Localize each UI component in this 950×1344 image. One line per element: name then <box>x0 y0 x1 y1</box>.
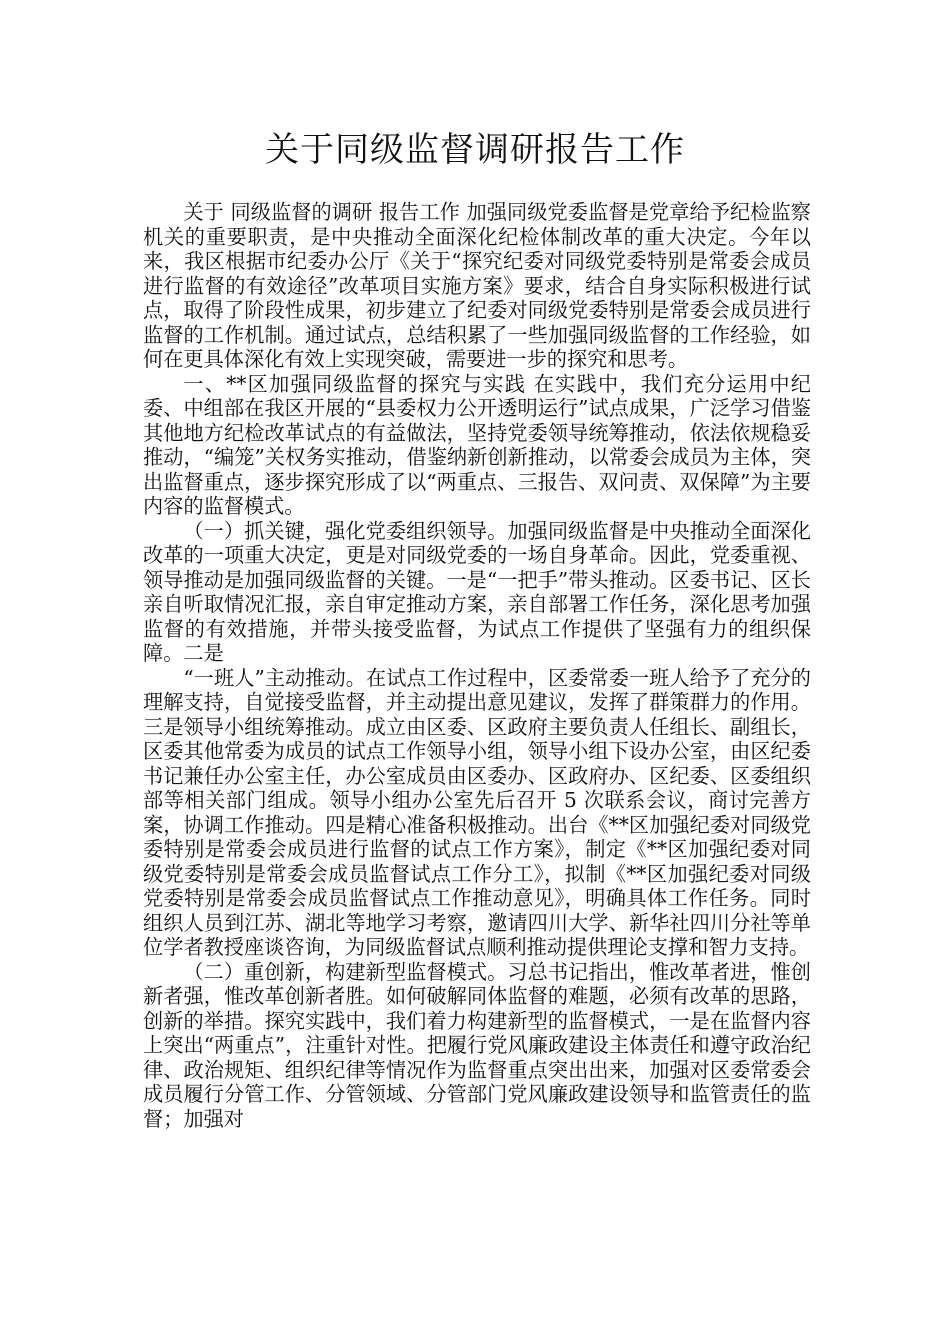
document-title: 关于同级监督调研报告工作 <box>265 130 685 170</box>
paragraph-subsection-two: （二）重创新，构建新型监督模式。习总书记指出，惟改革者进，惟创新者强，惟改革创新者胜。如何破解同体监督的难题，必须有改革的思路，创新的举措。探究实践中，我们着力构建新型的监督模式，一是在监督内容上突出“两重点”，注重针对性。把履行党风廉政建设主体责任和遵守政治纪律、政治规矩、组织纪律等情况作为监督重点突出出来，加强对区委常委会成员履行分管工作、分管领域、分管部门党风廉政建设领导和监管责任的监督；加强对 <box>143 959 811 1131</box>
paragraph-subsection-one: （一）抓关键，强化党委组织领导。加强同级监督是中央推动全面深化改革的一项重大决定，更是对同级党委的一场自身革命。因此，党委重视、领导推动是加强同级监督的关键。一是“一把手”带头推动。区委书记、区长亲自听取情况汇报，亲自审定推动方案，亲自部署工作任务，深化思考加强监督的有效措施，并带头接受监督，为试点工作提供了坚强有力的组织保障。二是 <box>143 518 811 665</box>
paragraph-subsection-one-continued: “一班人”主动推动。在试点工作过程中，区委常委一班人给予了充分的理解支持，自觉接受监督，并主动提出意见建议，发挥了群策群力的作用。三是领导小组统筹推动。成立由区委、区政府主要负责人任组长、副组长，区委其他常委为成员的试点工作领导小组，领导小组下设办公室，由区纪委书记兼任办公室主任，办公室成员由区委办、区政府办、区纪委、区委组织部等相关部门组成。领导小组办公室先后召开 5 次联系会议，商讨完善方案，协调工作推动。四是精心准备积极推动。出台《**区加强纪委对同级党委特别是常委会成员进行监督的试点工作方案》，制定《**区加强纪委对同级党委特别是常委会成员监督试点工作分工》，拟制《**区加强纪委对同级党委特别是常委会成员监督试点工作推动意见》，明确具体工作任务。同时组织人员到江苏、湖北等地学习考察，邀请四川大学、新华社四川分社等单位学者教授座谈咨询，为同级监督试点顺利推动提供理论支撑和智力支持。 <box>143 665 811 959</box>
paragraph-intro: 关于 同级监督的调研 报告工作 加强同级党委监督是党章给予纪检监察机关的重要职责，是中央推动全面深化纪检体制改革的重大决定。今年以来，我区根据市纪委办公厅《关于“探究纪委对同级党委特别是常委会成员进行监督的有效途径”改革项目实施方案》要求，结合自身实际积极进行试点，取得了阶段性成果，初步建立了纪委对同级党委特别是常委会成员进行监督的工作机制。通过试点，总结积累了一些加强同级监督的工作经验，如何在更具体深化有效上实现突破，需要进一步的探究和思考。 <box>143 200 811 371</box>
paragraph-section-one: 一、**区加强同级监督的探究与实践 在实践中，我们充分运用中纪委、中组部在我区开展的“县委权力公开透明运行”试点成果，广泛学习借鉴其他地方纪检改革试点的有益做法，坚持党委领导统筹推动，依法依规稳妥推动，“编笼”关权务实推动，借鉴纳新创新推动，以常委会成员为主体，突出监督重点，逐步探究形成了以“两重点、三报告、双问责、双保障”为主要内容的监督模式。 <box>143 371 811 518</box>
document-body <box>143 200 811 1131</box>
